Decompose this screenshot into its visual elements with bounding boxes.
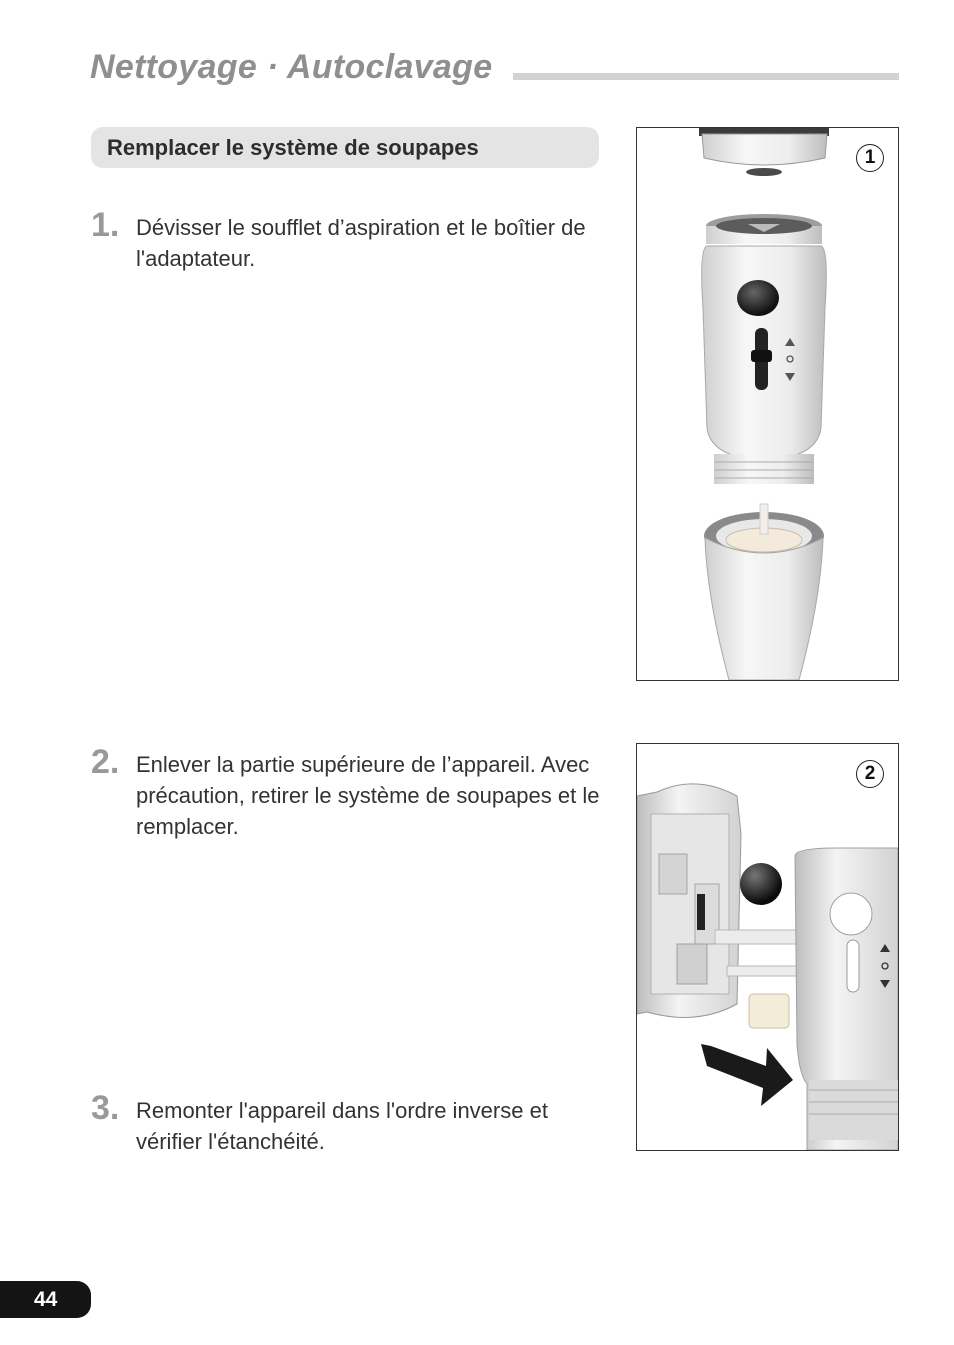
title-rule [513, 73, 899, 80]
exploded-device-photo-icon [637, 128, 898, 680]
step-2-number: 2. [91, 743, 120, 781]
figure-2 [636, 743, 899, 1151]
figure-2-badge: 2 [856, 760, 884, 788]
figure-1-badge: 1 [856, 144, 884, 172]
step-3-text: Remonter l'appareil dans l'ordre inverse et vérifier l'étanchéité. [136, 1098, 548, 1154]
page-title: Nettoyage · Autoclavage [90, 48, 493, 86]
step-1-text: Dévisser le soufflet d’aspiration et le boîtier de l'adaptateur. [136, 215, 586, 271]
page-number: 44 [34, 1287, 58, 1311]
step-2-text: Enlever la partie supérieure de l’appareil. Avec précaution, retirer le système de soupapes et le remplacer. [136, 752, 600, 839]
section-heading [91, 127, 599, 168]
figure-1 [636, 127, 899, 681]
step-1-number: 1. [91, 206, 120, 244]
open-housing-valve-photo-icon [637, 744, 898, 1150]
page-number-tab [0, 1281, 91, 1318]
step-3-number: 3. [91, 1089, 120, 1127]
section-heading-label: Remplacer le système de soupapes [107, 134, 479, 160]
